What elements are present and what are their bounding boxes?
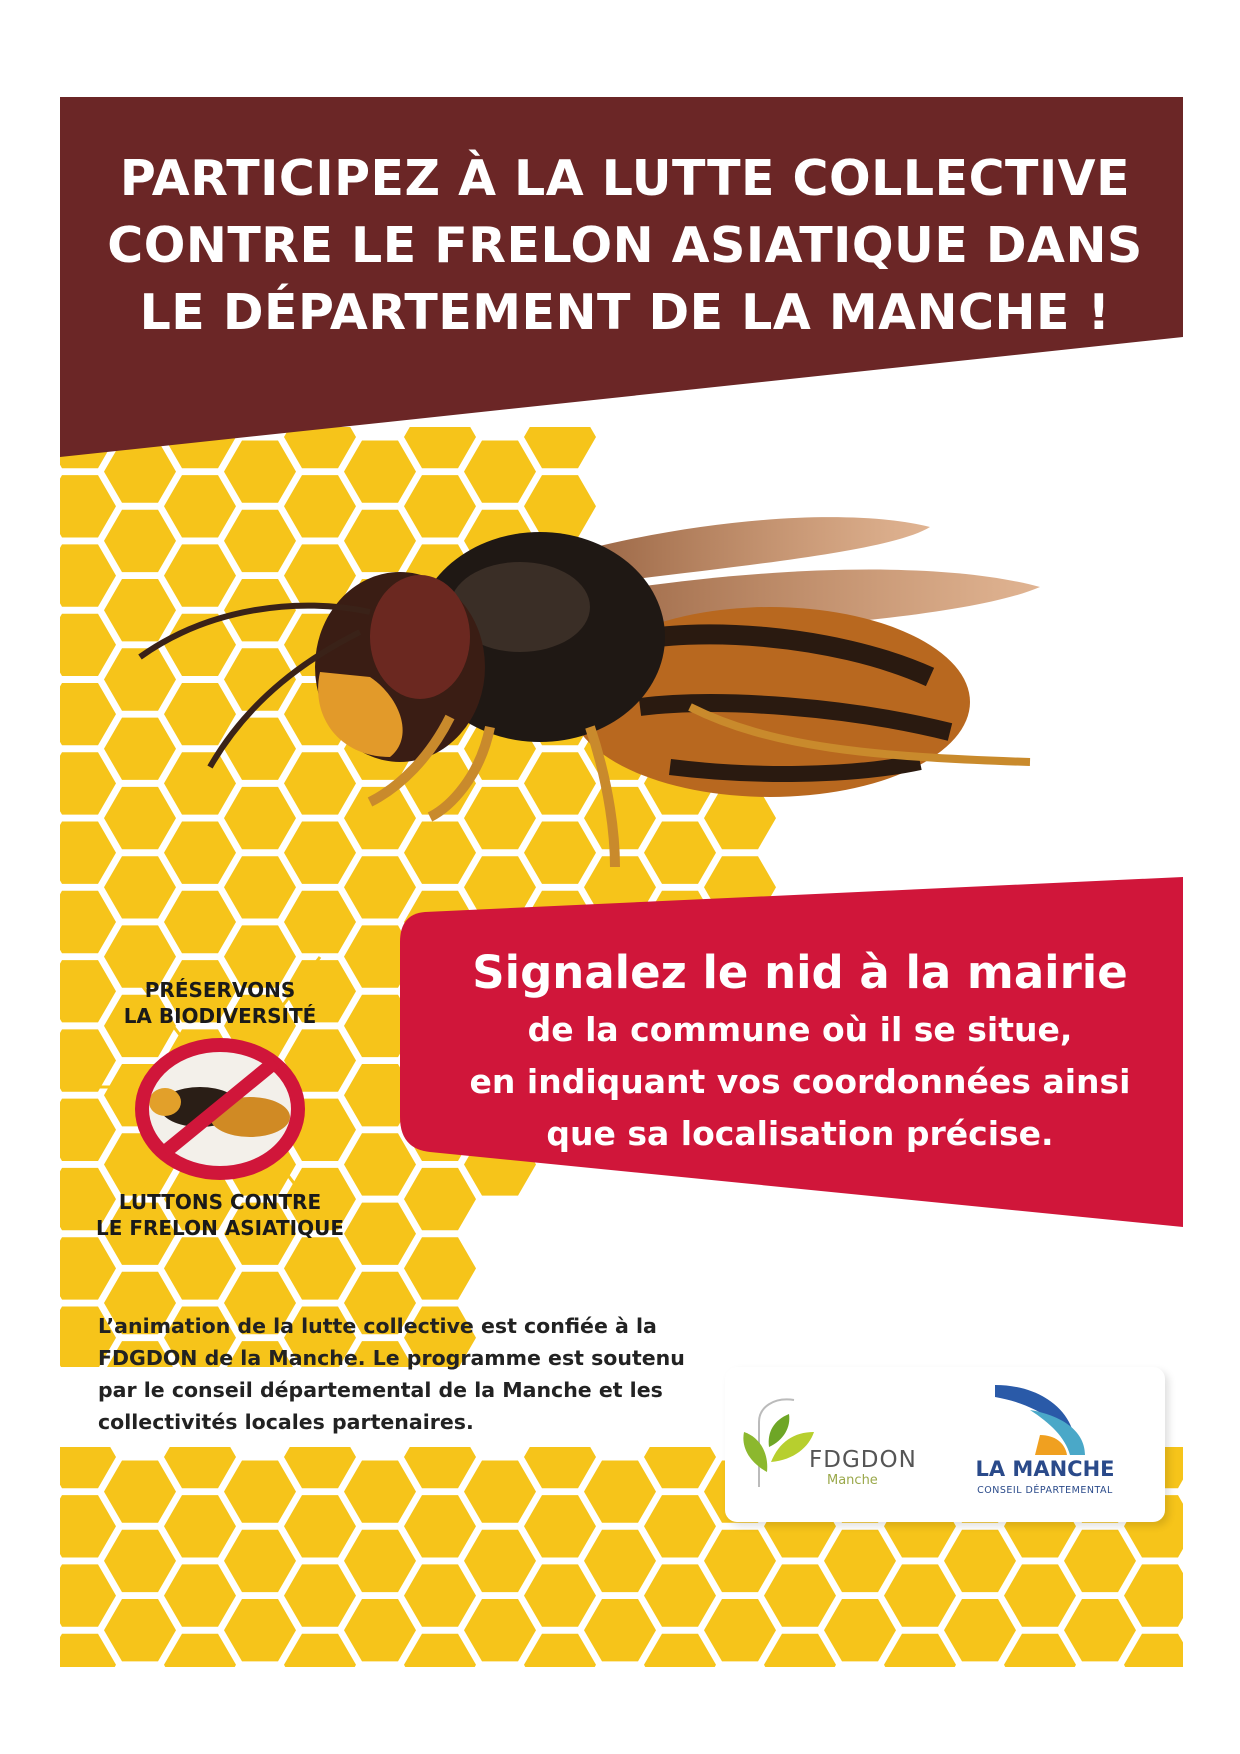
honeycomb-cell — [104, 1599, 176, 1661]
honeycomb-cell — [164, 1564, 236, 1626]
la-manche-sub: CONSEIL DÉPARTEMENTAL — [977, 1485, 1113, 1496]
badge-bottom-line: LE FRELON ASIATIQUE — [95, 1216, 345, 1240]
honeycomb-cell — [464, 1599, 536, 1661]
footer-line: FDGDON de la Manche. Le programme est soutenu — [98, 1346, 685, 1370]
honeycomb-cell — [344, 1530, 416, 1592]
honeycomb-cell — [884, 1564, 956, 1626]
honeycomb-cell — [164, 1447, 236, 1488]
honeycomb-cell — [404, 1495, 476, 1557]
honeycomb-cell — [60, 1564, 116, 1626]
honeycomb-cell — [644, 1495, 716, 1557]
honeycomb-cell — [404, 1564, 476, 1626]
footer-paragraph — [98, 1310, 758, 1438]
poster — [60, 97, 1183, 1667]
headline-line: LE DÉPARTEMENT DE LA MANCHE ! — [139, 284, 1111, 341]
honeycomb-cell — [1124, 1634, 1183, 1667]
honeycomb-cell — [164, 1634, 236, 1667]
honeycomb-cell — [824, 1599, 896, 1661]
fdgdon-logo — [739, 1392, 917, 1492]
footer-line: collectivités locales partenaires. — [98, 1410, 474, 1434]
callout-line: en indiquant vos coordonnées ainsi — [469, 1062, 1131, 1101]
honeycomb-cell — [824, 1530, 896, 1592]
honeycomb-cell — [60, 1495, 116, 1557]
honeycomb-cell — [524, 1634, 596, 1667]
honeycomb-cell — [284, 1495, 356, 1557]
fdgdon-name: FDGDON — [809, 1447, 917, 1473]
fdgdon-sub: Manche — [827, 1473, 878, 1488]
honeycomb-cell — [404, 1447, 476, 1488]
honeycomb-cell — [60, 1447, 116, 1488]
honeycomb-cell — [584, 1599, 656, 1661]
honeycomb-cell — [884, 1634, 956, 1667]
la-manche-logo — [935, 1375, 1155, 1515]
honeycomb-cell — [704, 1530, 776, 1592]
badge-top-line: PRÉSERVONS — [144, 978, 296, 1002]
honeycomb-cell — [644, 1564, 716, 1626]
honeycomb-cell — [644, 1447, 716, 1488]
la-manche-name: LA MANCHE — [975, 1457, 1115, 1481]
honeycomb-cell — [284, 1564, 356, 1626]
honeycomb-cell — [524, 1564, 596, 1626]
honeycomb-cell — [60, 1634, 116, 1667]
honeycomb-cell — [224, 1530, 296, 1592]
honeycomb-cell — [584, 1461, 656, 1523]
plant-icon — [739, 1392, 819, 1492]
callout — [450, 942, 1150, 1160]
partner-logos — [725, 1367, 1165, 1522]
honeycomb-cell — [344, 1599, 416, 1661]
headline — [100, 145, 1150, 346]
footer-line: par le conseil départemental de la Manche et les — [98, 1378, 663, 1402]
honeycomb-cell — [404, 1634, 476, 1667]
footer-line: L’animation de la lutte collective est confiée à la — [98, 1314, 657, 1338]
biodiversity-badge — [80, 937, 360, 1267]
badge-top-line: LA BIODIVERSITÉ — [123, 1004, 317, 1028]
callout-line: de la commune où il se situe, — [527, 1010, 1073, 1049]
honeycomb-cell — [944, 1530, 1016, 1592]
headline-line: PARTICIPEZ À LA LUTTE COLLECTIVE — [119, 150, 1131, 207]
callout-line: que sa localisation précise. — [546, 1114, 1054, 1153]
manche-swoosh-icon — [935, 1375, 1155, 1460]
honeycomb-cell — [1064, 1530, 1136, 1592]
badge-bottom-line: LUTTONS CONTRE — [118, 1190, 322, 1214]
honeycomb-cell — [1004, 1634, 1076, 1667]
hornet-illustration — [70, 457, 1180, 927]
honeycomb-cell — [104, 1461, 176, 1523]
honeycomb-cell — [524, 1495, 596, 1557]
honeycomb-cell — [224, 1461, 296, 1523]
callout-title: Signalez le nid à la mairie — [472, 946, 1128, 999]
headline-line: CONTRE LE FRELON ASIATIQUE DANS — [107, 217, 1143, 274]
honeycomb-cell — [764, 1634, 836, 1667]
honeycomb-cell — [164, 1495, 236, 1557]
honeycomb-cell — [104, 1530, 176, 1592]
honeycomb-cell — [524, 1447, 596, 1488]
honeycomb-cell — [1124, 1564, 1183, 1626]
honeycomb-cell — [1004, 1564, 1076, 1626]
honeycomb-cell — [464, 1530, 536, 1592]
honeycomb-cell — [344, 1461, 416, 1523]
honeycomb-cell — [644, 1634, 716, 1667]
honeycomb-cell — [284, 1634, 356, 1667]
honeycomb-cell — [1064, 1599, 1136, 1661]
honeycomb-cell — [584, 1530, 656, 1592]
honeycomb-cell — [284, 1447, 356, 1488]
honeycomb-cell — [464, 1461, 536, 1523]
honeycomb-cell — [224, 1599, 296, 1661]
honeycomb-cell — [704, 1599, 776, 1661]
honeycomb-cell — [764, 1564, 836, 1626]
honeycomb-cell — [944, 1599, 1016, 1661]
